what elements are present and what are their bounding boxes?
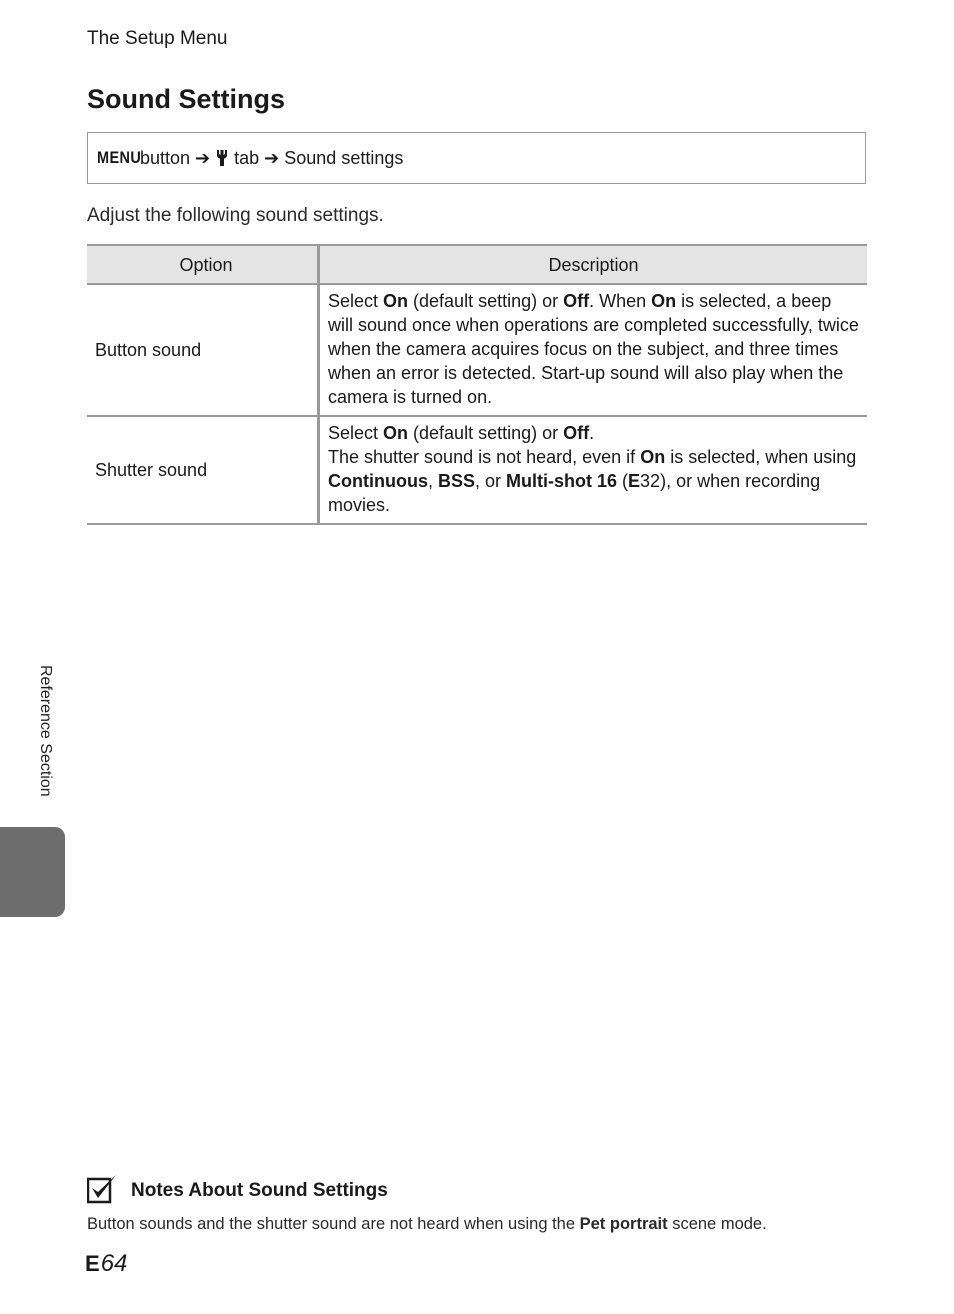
note-body: Button sounds and the shutter sound are not heard when using the Pet portrait scene mode.	[87, 1215, 767, 1233]
arrow-right-icon: ➔	[264, 147, 280, 168]
settings-table	[87, 244, 867, 525]
menu-path-box	[87, 132, 866, 184]
option-description: Select On (default setting) or Off. When On is selected, a beep will sound once when operations are completed successfully, twice when the camera acquires focus on the subject, and three times when an error is detected. Start-up sound will also play when the camera is turned on.	[319, 284, 868, 416]
option-description: Select On (default setting) or Off. The shutter sound is not heard, even if On is selected, when using Continuous, BSS, or Multi-shot 16 (E32), or when recording movies.	[319, 416, 868, 524]
section-header: The Setup Menu	[87, 28, 228, 49]
table-header-row	[87, 245, 867, 284]
intro-text: Adjust the following sound settings.	[87, 205, 384, 226]
bold-term: Off	[563, 423, 590, 443]
wrench-icon	[215, 149, 229, 167]
checkmark-icon	[87, 1174, 119, 1204]
menu-path-destination: Sound settings	[284, 147, 404, 168]
page-title: Sound Settings	[87, 84, 285, 114]
option-name: Button sound	[87, 284, 319, 416]
bold-term: On	[383, 423, 409, 443]
note-title: Notes About Sound Settings	[131, 1180, 388, 1201]
page-number	[85, 1250, 127, 1278]
reference-e-icon: E	[85, 1251, 100, 1276]
bold-term: Multi-shot 16	[506, 471, 618, 491]
section-tab-marker	[0, 827, 65, 917]
bold-term: Off	[563, 291, 590, 311]
bold-term: On	[383, 291, 409, 311]
column-header-option: Option	[87, 245, 319, 284]
table-row	[87, 416, 867, 524]
bold-term: On	[640, 447, 666, 467]
menu-path-tab-text: tab	[234, 147, 260, 168]
table-row	[87, 284, 867, 416]
menu-button-icon: MENU	[97, 148, 142, 167]
bold-term: BSS	[438, 471, 476, 491]
bold-term: Continuous	[328, 471, 428, 491]
bold-term: Pet portrait	[579, 1215, 668, 1233]
reference-e-icon: E	[628, 471, 641, 491]
page-number-value: 64	[100, 1250, 128, 1277]
column-header-description: Description	[319, 245, 868, 284]
menu-path-button-text: button	[140, 147, 191, 168]
bold-term: On	[651, 291, 677, 311]
arrow-right-icon: ➔	[195, 147, 211, 168]
side-section-label: Reference Section	[37, 665, 54, 797]
option-name: Shutter sound	[87, 416, 319, 524]
